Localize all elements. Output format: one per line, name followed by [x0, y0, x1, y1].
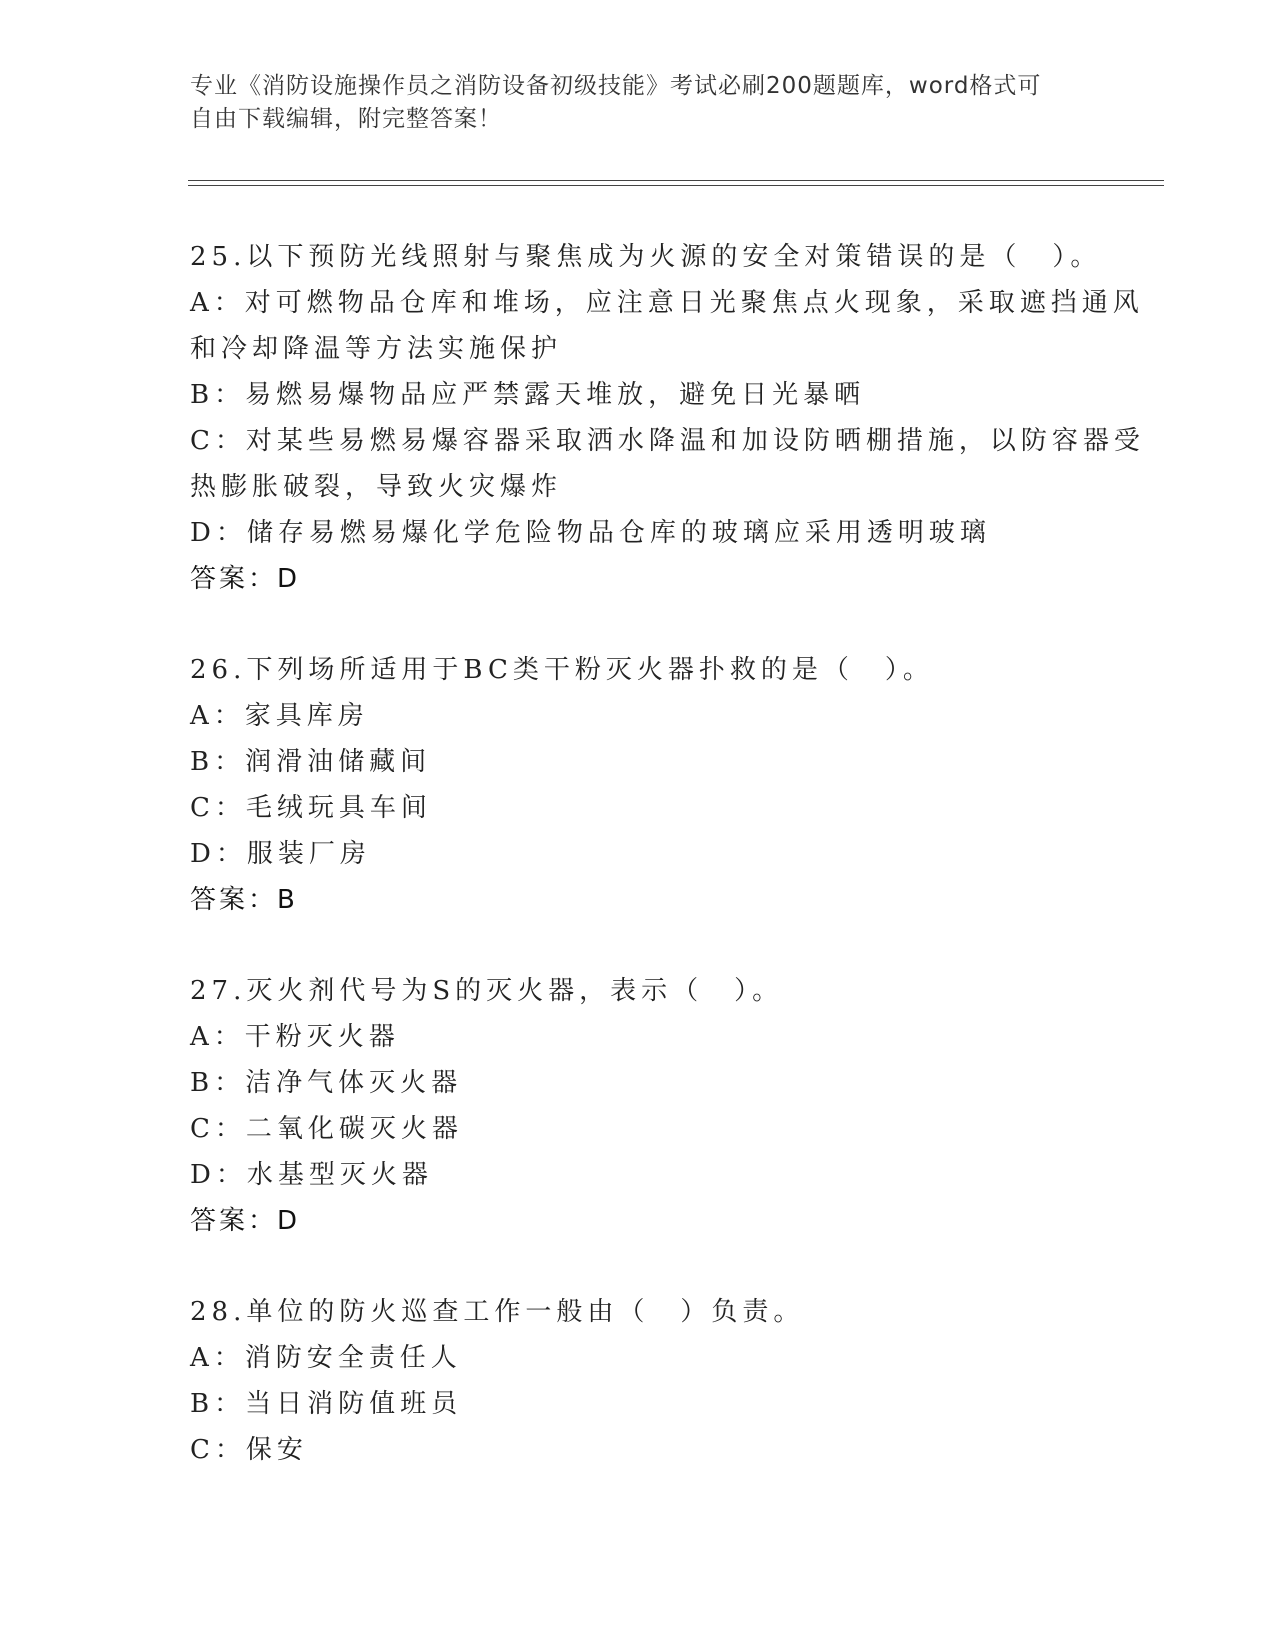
- option-c: C：二氧化碳灭火器: [190, 1114, 463, 1144]
- option-b: B：易燃易爆物品应严禁露天堆放，避免日光暴晒: [190, 380, 866, 410]
- option-d: D：储存易燃易爆化学危险物品仓库的玻璃应采用透明玻璃: [190, 518, 991, 548]
- option-a: A：干粉灭火器: [190, 1022, 400, 1052]
- question-28: [190, 1289, 1110, 1473]
- option-a: A：消防安全责任人: [190, 1343, 462, 1373]
- question-stem: 28.单位的防火巡查工作一般由（ ）负责。: [190, 1297, 805, 1327]
- option-c-continued: 热膨胀破裂，导致火灾爆炸: [190, 472, 563, 502]
- question-stem: 26.下列场所适用于BC类干粉灭火器扑救的是（ ）。: [190, 655, 934, 685]
- header-line-1: 专业《消防设施操作员之消防设备初级技能》考试必刷200题题库，word格式可: [190, 73, 1042, 99]
- option-b: B：润滑油储藏间: [190, 747, 432, 777]
- option-d: D：水基型灭火器: [190, 1160, 433, 1190]
- question-list: [190, 234, 1145, 1518]
- option-b: B：洁净气体灭火器: [190, 1068, 463, 1098]
- option-c: C：保安: [190, 1435, 308, 1465]
- question-26: [190, 647, 1110, 923]
- option-a-continued: 和冷却降温等方法实施保护: [190, 334, 563, 364]
- document-header: [190, 70, 1090, 136]
- header-divider-top: [188, 180, 1164, 181]
- option-b: B：当日消防值班员: [190, 1389, 463, 1419]
- answer: 答案：D: [190, 1206, 301, 1236]
- answer: 答案：B: [190, 885, 298, 915]
- header-divider-bottom: [188, 185, 1164, 186]
- option-c: C：对某些易燃易爆容器采取洒水降温和加设防晒棚措施，以防容器受: [190, 426, 1145, 456]
- question-25: [190, 234, 1145, 602]
- option-c: C：毛绒玩具车间: [190, 793, 432, 823]
- option-a: A：对可燃物品仓库和堆场，应注意日光聚焦点火现象，采取遮挡通风: [190, 288, 1144, 318]
- option-a: A：家具库房: [190, 701, 369, 731]
- header-line-2: 自由下载编辑，附完整答案！: [190, 106, 502, 132]
- question-stem: 25.以下预防光线照射与聚焦成为火源的安全对策错误的是（ ）。: [190, 242, 1102, 272]
- option-d: D：服装厂房: [190, 839, 371, 869]
- question-27: [190, 968, 1110, 1244]
- answer: 答案：D: [190, 564, 301, 594]
- question-stem: 27.灭火剂代号为S的灭火器，表示（ ）。: [190, 976, 784, 1006]
